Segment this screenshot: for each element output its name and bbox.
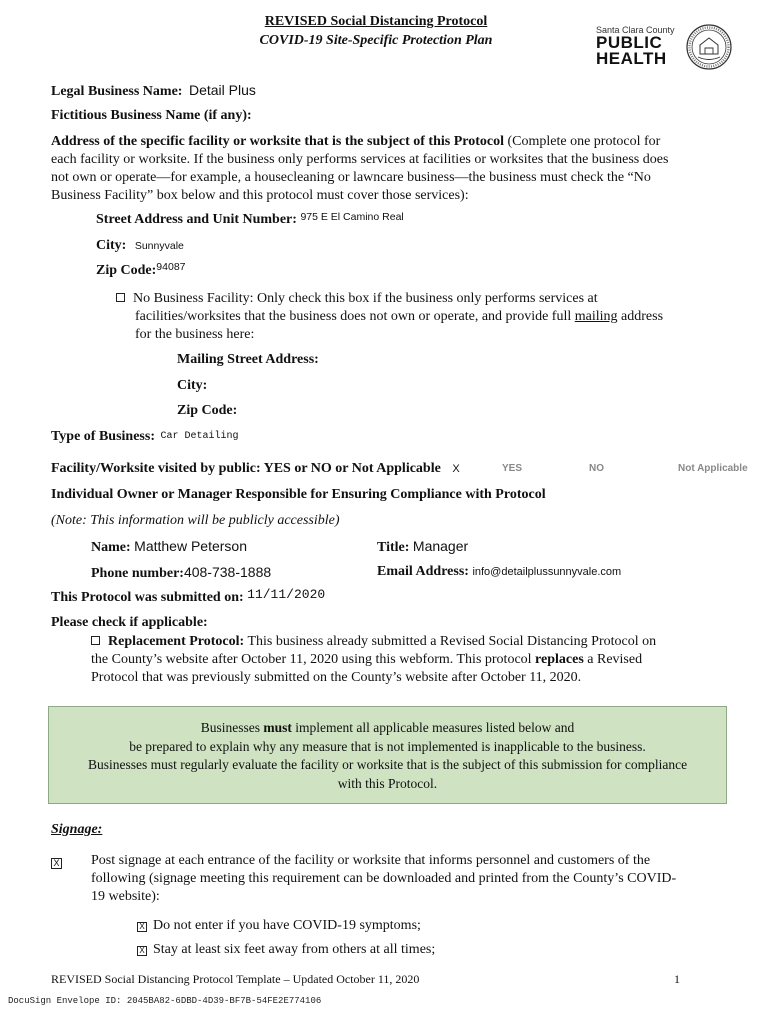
docusign-envelope-id: DocuSign Envelope ID: 2045BA82-6DBD-4D39-BF7B-54FE2E774106 bbox=[8, 996, 322, 1006]
callout-text-1b: implement all applicable measures listed below and bbox=[291, 720, 575, 735]
symptoms-text: Do not enter if you have COVID-19 symptoms; bbox=[153, 918, 421, 933]
signage-text-2: following (signage meeting this requirement can be downloaded and printed from the County’s COVID- bbox=[91, 871, 677, 886]
no-business-facility-option bbox=[116, 290, 736, 344]
replacement-text-2b: a Revised bbox=[583, 652, 643, 667]
street-value[interactable]: 975 E El Camino Real bbox=[300, 211, 404, 223]
legal-name-value[interactable]: Detail Plus bbox=[188, 82, 256, 98]
no-facility-text-2: facilities/worksites that the business does not own or operate, and provide full bbox=[135, 309, 575, 324]
document-title: REVISED Social Distancing Protocol bbox=[264, 14, 488, 29]
public-note: (Note: This information will be publicly accessible) bbox=[51, 513, 340, 528]
mailing-zip-label: Zip Code: bbox=[177, 403, 238, 418]
mailing-street-label: Mailing Street Address: bbox=[177, 352, 319, 367]
owner-title-label: Title: bbox=[377, 540, 410, 555]
owner-email-value[interactable]: info@detailplussunnyvale.com bbox=[472, 566, 622, 578]
visited-no-option[interactable]: NO bbox=[589, 463, 604, 474]
visited-mark: X bbox=[452, 463, 460, 475]
distance-checkbox[interactable]: X bbox=[137, 946, 147, 956]
zip-label: Zip Code: bbox=[96, 263, 157, 278]
owner-phone-value[interactable]: 408-738-1888 bbox=[183, 564, 272, 580]
business-type-label: Type of Business: bbox=[51, 429, 155, 444]
zip-row bbox=[96, 263, 186, 279]
address-instructions bbox=[51, 133, 731, 205]
visited-label: Facility/Worksite visited by public: YES or NO or Not Applicable bbox=[51, 461, 441, 476]
county-seal-icon bbox=[686, 24, 732, 70]
mailing-underlined-text: mailing bbox=[574, 309, 618, 324]
page-number: 1 bbox=[674, 972, 680, 986]
visited-yes-option[interactable]: YES bbox=[502, 463, 523, 474]
signage-subitem-distance bbox=[137, 942, 435, 958]
owner-phone-row bbox=[91, 564, 271, 582]
replacement-text-1: This business already submitted a Revised Social Distancing Protocol on bbox=[244, 634, 657, 649]
address-heading: Address of the specific facility or worksite that is the subject of this Protocol bbox=[51, 134, 504, 149]
street-label: Street Address and Unit Number: bbox=[96, 212, 297, 227]
signage-text-3: 19 website): bbox=[91, 889, 160, 904]
submitted-date-value[interactable]: 11/11/2020 bbox=[247, 587, 326, 602]
replacement-protocol-option bbox=[91, 633, 731, 687]
no-facility-text-2b: address bbox=[617, 309, 664, 324]
owner-heading: Individual Owner or Manager Responsible for Ensuring Compliance with Protocol bbox=[51, 487, 546, 502]
logo-county-text: Santa Clara County bbox=[596, 25, 675, 35]
signage-subitem-symptoms bbox=[137, 918, 421, 934]
no-facility-text-3: for the business here: bbox=[135, 327, 255, 342]
owner-name-value[interactable]: Matthew Peterson bbox=[134, 538, 247, 554]
logo-public-text: PUBLIC bbox=[596, 33, 663, 52]
owner-email-label: Email Address: bbox=[377, 564, 469, 579]
signage-heading: Signage: bbox=[51, 822, 103, 837]
signage-checkbox-mark: X bbox=[51, 858, 62, 869]
replacement-checkbox[interactable] bbox=[91, 636, 100, 645]
city-label: City: bbox=[96, 238, 127, 253]
legal-name-label: Legal Business Name: bbox=[51, 84, 183, 99]
callout-text-3: Businesses must regularly evaluate the facility or worksite that is the subject of this submission for compliance bbox=[87, 757, 688, 772]
visited-by-public-row bbox=[51, 461, 766, 477]
footer-template-text: REVISED Social Distancing Protocol Template – Updated October 11, 2020 bbox=[51, 972, 420, 986]
owner-name-row bbox=[91, 538, 247, 556]
signage-text-1: Post signage at each entrance of the facility or worksite that informs personnel and customers of the bbox=[91, 853, 651, 868]
callout-text-2: be prepared to explain why any measure that is not implemented is inapplicable to the business. bbox=[129, 738, 646, 754]
owner-name-label: Name: bbox=[91, 540, 131, 555]
owner-email-row bbox=[377, 564, 621, 580]
replacement-text-2: the County’s website after October 11, 2020 using this webform. This protocol bbox=[91, 652, 536, 667]
owner-title-value[interactable]: Manager bbox=[412, 538, 469, 554]
visited-na-option[interactable]: Not Applicable bbox=[678, 463, 748, 474]
address-text-3: not own or operate—for example, a housecleaning or lawncare business—the business must check the “No bbox=[51, 170, 651, 185]
document-subtitle: COVID-19 Site-Specific Protection Plan bbox=[259, 33, 493, 48]
business-type-row bbox=[51, 429, 239, 445]
city-row bbox=[96, 238, 184, 254]
city-value[interactable]: Sunnyvale bbox=[134, 240, 184, 252]
public-health-logo bbox=[596, 25, 676, 67]
symptoms-checkbox[interactable]: X bbox=[137, 922, 147, 932]
street-row bbox=[96, 212, 404, 228]
owner-title-row bbox=[377, 538, 468, 556]
business-type-value[interactable]: Car Detailing bbox=[160, 431, 239, 442]
address-text-4: Business Facility” box below and this protocol must cover those services): bbox=[51, 188, 469, 203]
submitted-row bbox=[51, 587, 326, 606]
check-applicable-label: Please check if applicable: bbox=[51, 615, 208, 630]
replacement-label: Replacement Protocol: bbox=[108, 634, 245, 649]
logo-health-text: HEALTH bbox=[596, 49, 667, 68]
owner-phone-label: Phone number: bbox=[91, 566, 184, 581]
callout-must-text: must bbox=[263, 720, 292, 735]
address-text-2: each facility or worksite. If the business only performs services at facilities or worksites that the business does bbox=[51, 152, 669, 167]
legal-name-row bbox=[51, 82, 256, 100]
zip-value[interactable]: 94087 bbox=[156, 261, 186, 273]
no-facility-checkbox[interactable] bbox=[116, 293, 125, 302]
no-facility-text-1: No Business Facility: Only check this box if the business only performs services at bbox=[133, 291, 598, 306]
signage-instruction bbox=[91, 852, 731, 906]
address-text-1: (Complete one protocol for bbox=[504, 134, 661, 149]
submitted-label: This Protocol was submitted on: bbox=[51, 590, 244, 605]
callout-text-4: with this Protocol. bbox=[337, 775, 438, 791]
signage-checkbox[interactable] bbox=[51, 855, 62, 871]
distance-text: Stay at least six feet away from others at all times; bbox=[153, 942, 436, 957]
callout-text-1: Businesses bbox=[200, 720, 264, 735]
fictitious-name-label: Fictitious Business Name (if any): bbox=[51, 108, 252, 123]
requirements-callout bbox=[48, 706, 727, 804]
replaces-bold-text: replaces bbox=[535, 652, 584, 667]
mailing-city-label: City: bbox=[177, 378, 208, 393]
replacement-text-3: Protocol that was previously submitted on the County’s website after October 11, 2020. bbox=[91, 670, 582, 685]
